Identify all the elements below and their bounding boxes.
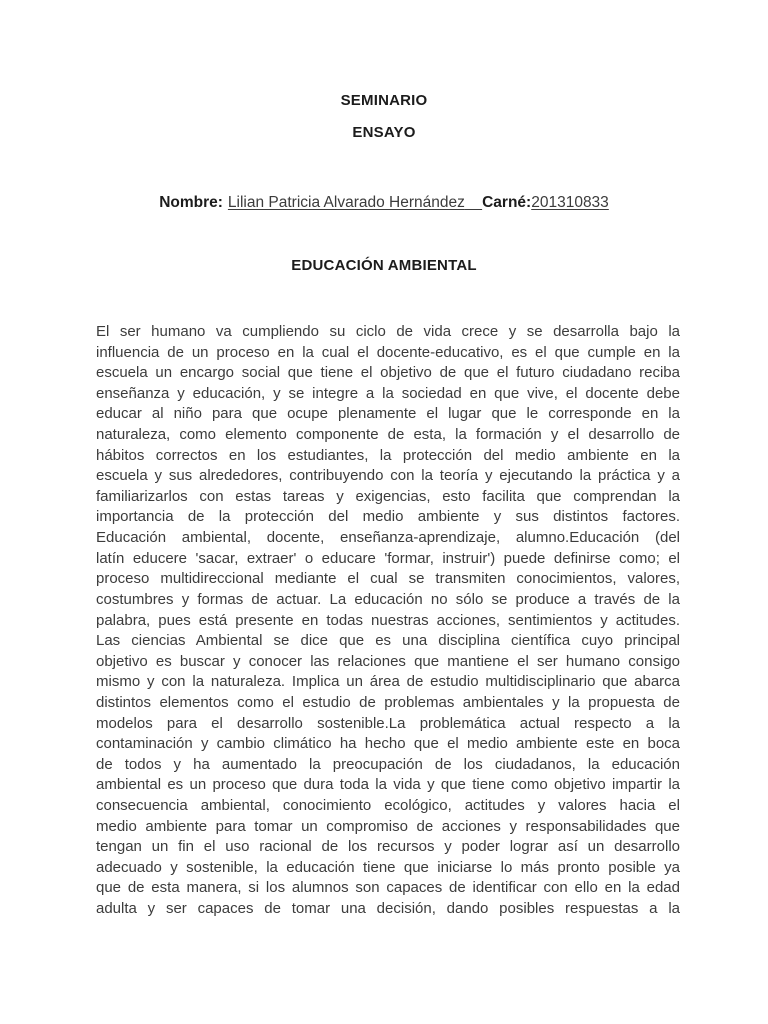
body-text-line: medio ambiente para tomar un compromiso de acciones y responsabilidades que [96, 817, 680, 835]
body-text-line: palabra, pues está presente en todas nuestras acciones, sentimientos y actitudes. [96, 611, 680, 629]
body-text-line: educar al niño para que ocupe plenamente el lugar que le corresponde en la [96, 405, 680, 423]
carne-label: Carné: [482, 194, 532, 211]
body-text-line: que de esta manera, si los alumnos son capaces de identificar con ello en la edad [96, 879, 680, 897]
body-text-line: El ser humano va cumpliendo su ciclo de vida crece y se desarrolla bajo la [96, 323, 680, 340]
name-underline-trail [465, 194, 482, 211]
body-text-line: de todos y ha aumentado la preocupación de los ciudadanos, la educación [96, 755, 680, 773]
document-subtitle: ENSAYO [352, 124, 416, 141]
body-text-line: Las ciencias Ambiental se dice que es una disciplina científica cuyo principal [96, 632, 680, 650]
name-value: Lilian Patricia Alvarado Hernández [227, 194, 465, 211]
body-text-line: latín educere 'sacar, extraer' o educare 'formar, instruir') puede definirse como; el [96, 549, 680, 567]
body-text-line: ambiental es un proceso que dura toda la vida y que tiene como objetivo impartir la [96, 776, 680, 794]
document-title: SEMINARIO [340, 92, 428, 109]
body-text-line: influencia de un proceso en la cual el docente-educativo, es el que cumple en la [96, 343, 680, 361]
body-text-line: objetivo es buscar y conocer las relaciones que mantiene el ser humano consigo [96, 652, 680, 670]
body-text-line: consecuencia ambiental, conocimiento ecológico, actitudes y valores hacia el [96, 797, 680, 815]
body-text-line: escuela y sus alrededores, contribuyendo con la teoría y ejecutando la práctica y a [96, 467, 680, 485]
author-line [0, 192, 768, 213]
body-text-line: costumbres y formas de actuar. La educación no sólo se produce a través de la [96, 590, 680, 608]
body-text-line: contaminación y cambio climático ha hecho que el medio ambiente este en boca [96, 735, 680, 753]
body-text-line: hábitos correctos en los estudiantes, la protección del medio ambiente en la [96, 446, 680, 464]
carne-value: 201310833 [531, 194, 609, 211]
body-text-line: mismo y con la naturaleza. Implica un área de estudio multidisciplinario que abarca [96, 673, 680, 691]
body-text-line: distintos elementos como el estudio de problemas ambientales y la propuesta de [96, 693, 680, 711]
body-text-line: proceso multidireccional mediante el cual se transmiten conocimientos, valores, [96, 570, 680, 588]
body-text-line: modelos para el desarrollo sostenible.La problemática actual respecto a la [96, 714, 680, 732]
body-text-line: enseñanza y educación, y se integre a la sociedad en que vive, el docente debe [96, 384, 680, 402]
essay-body [96, 322, 680, 920]
body-text-line: tengan un fin el uso racional de los recursos y poder lograr así un desarrollo [96, 838, 680, 856]
body-text-line: importancia de la protección del medio ambiente y sus distintos factores. [96, 508, 680, 526]
section-title: EDUCACIÓN AMBIENTAL [291, 257, 477, 274]
body-text-line: adecuado y sostenible, la educación tiene que iniciarse lo más pronto posible ya [96, 858, 680, 876]
name-label: Nombre: [159, 194, 223, 211]
body-text-line: adulta y ser capaces de tomar una decisión, dando posibles respuestas a la [96, 900, 680, 918]
body-text-line: escuela un encargo social que tiene el objetivo de que el futuro ciudadano reciba [96, 364, 680, 382]
body-text-line: Educación ambiental, docente, enseñanza-aprendizaje, alumno.Educación (del [96, 529, 680, 547]
body-text-line: familiarizarlos con estas tareas y exigencias, esto facilita que comprendan la [96, 487, 680, 505]
body-text-line: naturaleza, como elemento componente de esta, la formación y el desarrollo de [96, 426, 680, 444]
